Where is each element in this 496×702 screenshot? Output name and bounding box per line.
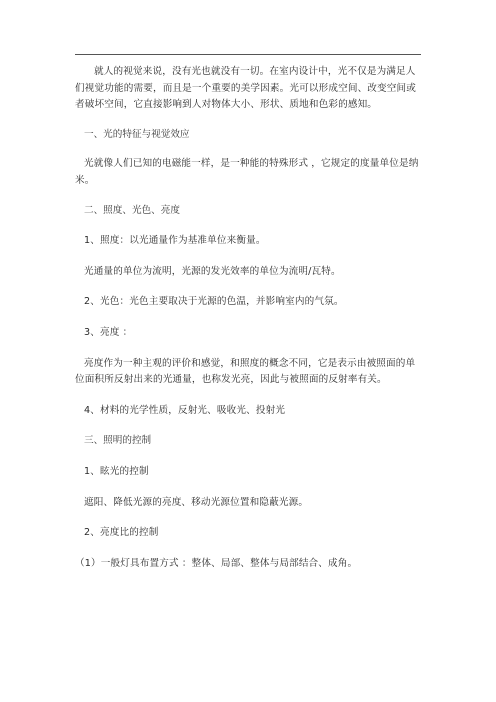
header-rule	[75, 54, 421, 55]
glare-body: 遮阳、降低光源的亮度、移动光源位置和隐蔽光源。	[84, 496, 309, 508]
item-illuminance: 1、照度：以光通量作为基准单位来衡量。	[84, 235, 266, 247]
intro-paragraph: 就人的视觉来说，没有光也就没有一切。在室内设计中，光不仅是为满足人们视觉功能的需要，而且是一个重要的美学因素。光可以形成空间、改变空间或者破坏空间，它直接影响到人对物体大小、形状、质地和色彩的感知。	[75, 66, 417, 111]
ratio-subitem: （1）一般灯具布置方式 ：整体、局部、整体与局部结合、成角。	[75, 557, 358, 569]
item-brightness-ratio: 2、亮度比的控制	[84, 527, 159, 539]
section-3-title: 三、照明的控制	[84, 435, 152, 447]
brightness-body: 亮度作为一种主观的评价和感觉，和照度的概念不同，它是表示由被照面的单位面积所反射出来的光通量，也称发光亮，因此与被照面的反射率有关。	[75, 357, 416, 386]
item-brightness: 3、亮度 ：	[84, 326, 133, 338]
section-1-title: 一、光的特征与视觉效应	[84, 128, 190, 140]
item-glare: 1、眩光的控制	[84, 465, 149, 477]
illuminance-body: 光通量的单位为流明，光源的发光效率的单位为流明/瓦特。	[84, 265, 341, 277]
section-2-title: 二、照度、光色、亮度	[84, 204, 180, 216]
item-light-color: 2、光色：光色主要取决于光源的色温，并影响室内的气氛。	[84, 296, 344, 308]
section-1-body: 光就像人们已知的电磁能一样，是一种能的特殊形式 ，它规定的度量单位是纳米。	[75, 158, 419, 186]
document-body	[75, 64, 425, 572]
item-materials: 4、材料的光学性质，反射光、吸收光、投射光	[84, 404, 286, 416]
